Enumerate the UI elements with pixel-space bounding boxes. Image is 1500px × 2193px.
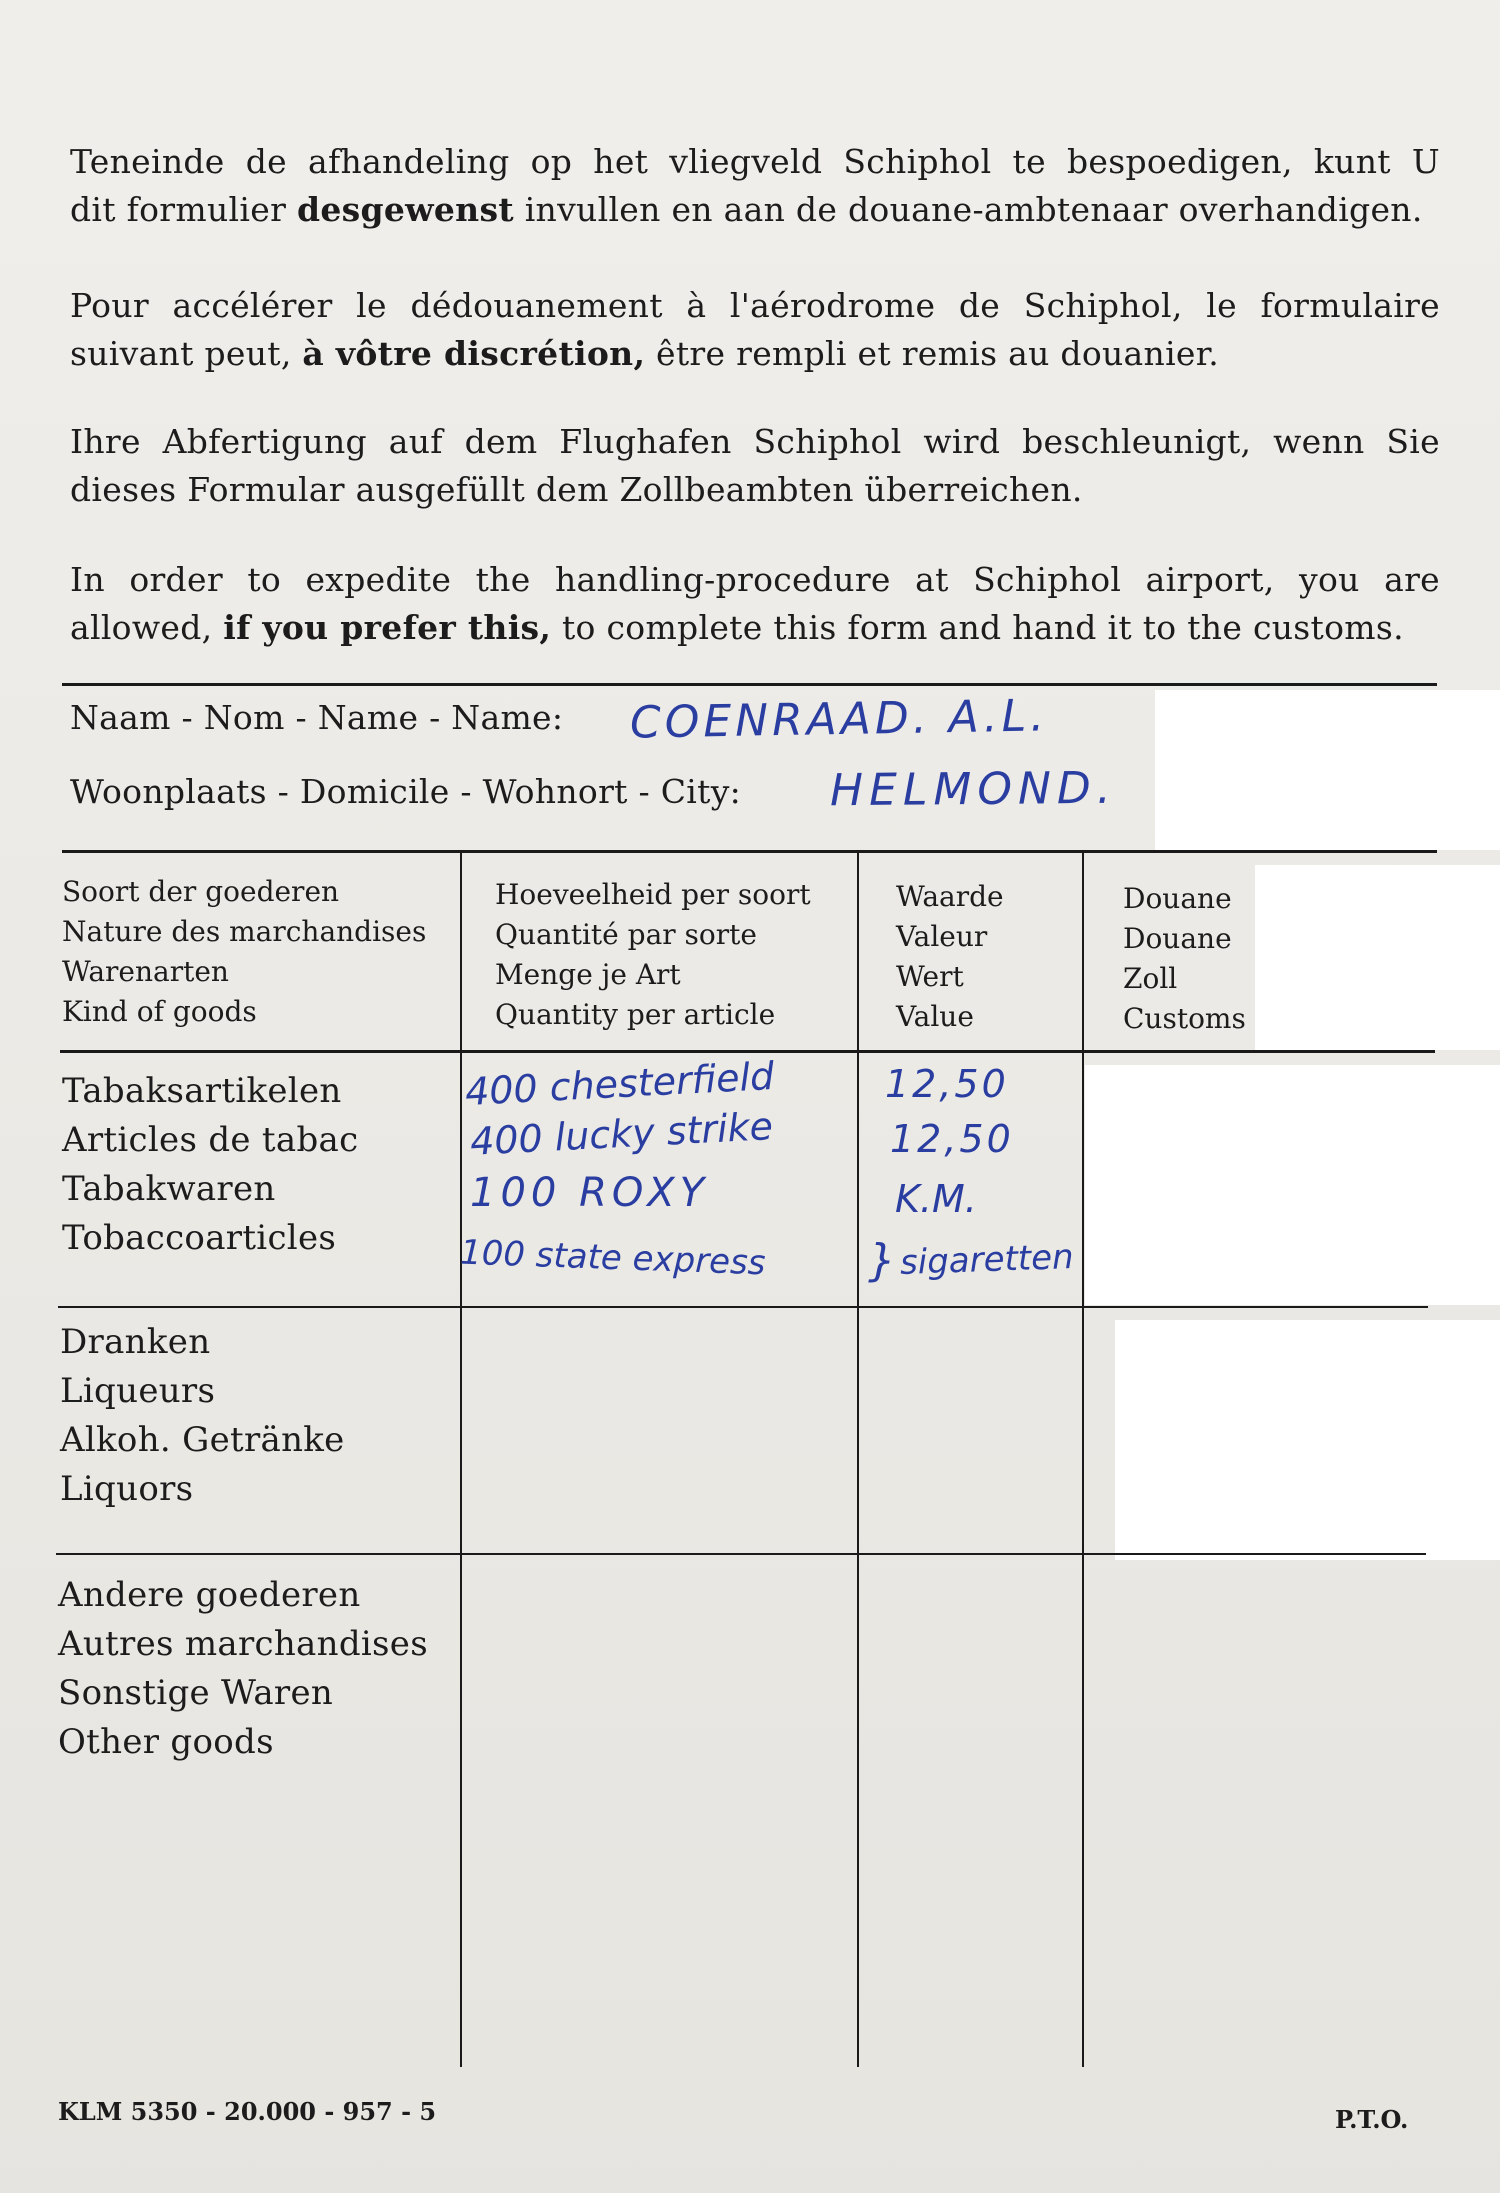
bold-if-you-prefer: if you prefer this, bbox=[223, 608, 552, 647]
intro-english-line2: allowed, if you prefer this, to complete this form and hand it to the customs. bbox=[70, 608, 1404, 647]
tobacco-value-2[interactable]: 12,50 bbox=[890, 1117, 1014, 1161]
rule-above-table bbox=[62, 850, 1437, 853]
name-field[interactable]: COENRAAD. A.L. bbox=[629, 690, 1049, 749]
tobacco-quantity-2[interactable]: 400 lucky strike bbox=[469, 1104, 774, 1164]
redaction-patch-drinks bbox=[1115, 1320, 1500, 1560]
tobacco-quantity-1[interactable]: 400 chesterfield bbox=[464, 1053, 776, 1115]
city-label: Woonplaats - Domicile - Wohnort - City: bbox=[70, 772, 742, 811]
intro-french-line2: suivant peut, à vôtre discrétion, être rempli et remis au douanier. bbox=[70, 334, 1220, 373]
intro-dutch-line1: Teneinde de afhandeling op het vliegveld Schiphol te bespoedigen, kunt U bbox=[70, 142, 1440, 181]
category-tobacco: Tabaksartikelen Articles de tabac Tabakwaren Tobaccoarticles bbox=[62, 1071, 359, 1258]
tobacco-quantity-4[interactable]: 100 state express bbox=[459, 1232, 767, 1284]
header-value: Waarde Valeur Wert Value bbox=[896, 880, 1004, 1033]
header-goods: Soort der goederen Nature des marchandises Warenarten Kind of goods bbox=[62, 875, 427, 1028]
category-other: Andere goederen Autres marchandises Sonstige Waren Other goods bbox=[58, 1575, 428, 1762]
tobacco-value-4[interactable]: sigaretten bbox=[899, 1236, 1075, 1284]
intro-german-line2: dieses Formular ausgefüllt dem Zollbeambten überreichen. bbox=[70, 470, 1083, 509]
intro-english-line1: In order to expedite the handling-procedure at Schiphol airport, you are bbox=[70, 560, 1440, 599]
column-divider-1 bbox=[460, 852, 462, 2067]
rule-below-header bbox=[60, 1050, 1435, 1053]
pto-note: P.T.O. bbox=[1335, 2105, 1409, 2134]
intro-dutch bbox=[70, 138, 1440, 234]
tobacco-value-1[interactable]: 12,50 bbox=[885, 1062, 1009, 1106]
name-label: Naam - Nom - Name - Name: bbox=[70, 698, 564, 737]
intro-french bbox=[70, 282, 1440, 378]
redaction-patch-tobacco bbox=[1085, 1065, 1500, 1305]
tobacco-value-3[interactable]: K.M. bbox=[895, 1177, 977, 1221]
column-divider-2 bbox=[857, 852, 859, 2067]
header-customs: Douane Douane Zoll Customs bbox=[1123, 882, 1246, 1035]
bracket-mark: } bbox=[868, 1235, 896, 1286]
redaction-patch-top bbox=[1155, 690, 1500, 850]
intro-dutch-line2: dit formulier desgewenst invullen en aan de douane-ambtenaar overhandigen. bbox=[70, 190, 1423, 229]
column-divider-3 bbox=[1082, 852, 1084, 2067]
header-quantity: Hoeveelheid per soort Quantité par sorte Menge je Art Quantity per article bbox=[495, 878, 811, 1031]
intro-french-line1: Pour accélérer le dédouanement à l'aérodrome de Schiphol, le formulaire bbox=[70, 286, 1440, 325]
bold-desgewenst: desgewenst bbox=[296, 190, 514, 229]
rule-above-fields bbox=[62, 683, 1437, 686]
redaction-patch-header bbox=[1255, 865, 1500, 1050]
city-field[interactable]: HELMOND. bbox=[829, 762, 1117, 817]
tobacco-quantity-3[interactable]: 100 ROXY bbox=[470, 1170, 710, 1216]
print-code: KLM 5350 - 20.000 - 957 - 5 bbox=[58, 2097, 437, 2126]
category-drinks: Dranken Liqueurs Alkoh. Getränke Liquors bbox=[60, 1322, 345, 1509]
intro-german bbox=[70, 418, 1440, 514]
rule-below-drinks bbox=[56, 1553, 1426, 1555]
intro-english bbox=[70, 556, 1440, 652]
rule-below-tobacco bbox=[58, 1306, 1428, 1308]
bold-discretion: à vôtre discrétion, bbox=[302, 334, 646, 373]
intro-german-line1: Ihre Abfertigung auf dem Flughafen Schiphol wird beschleunigt, wenn Sie bbox=[70, 422, 1440, 461]
